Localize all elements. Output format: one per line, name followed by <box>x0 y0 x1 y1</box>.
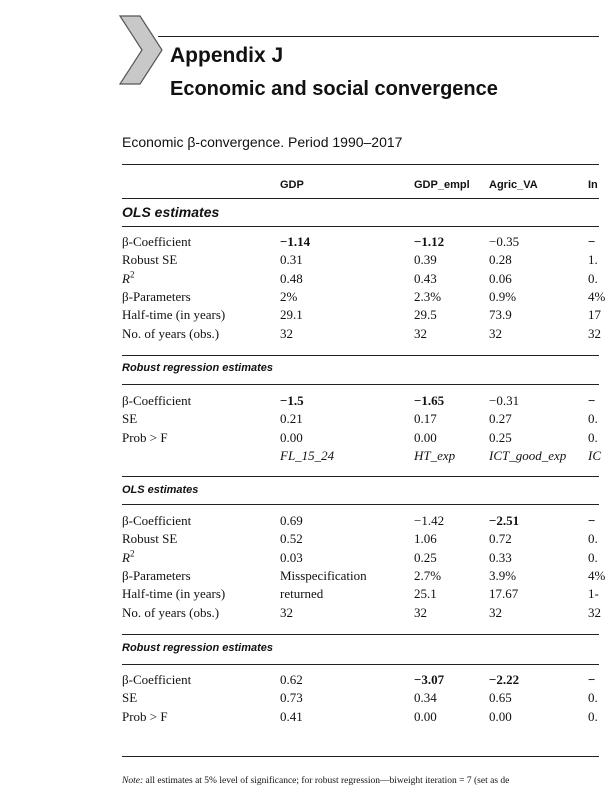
row-label-text: R <box>122 549 130 565</box>
table-cell: 0. <box>588 531 598 547</box>
table-cell: 0.43 <box>414 270 437 286</box>
row-label <box>122 586 225 602</box>
row-label-sup: 2 <box>129 269 135 280</box>
table-cell: 0.27 <box>489 411 512 427</box>
column-header-italic: ICT_good_exp <box>489 447 567 463</box>
section-rule <box>122 384 599 385</box>
appendix-label: Appendix J <box>170 44 284 67</box>
column-header-italic: FL_15_24 <box>280 447 335 463</box>
row-label <box>122 690 137 706</box>
table-cell: 0.25 <box>414 549 437 565</box>
row-label-text: Half-time (in years) <box>122 586 226 602</box>
row-label-text: Robust SE <box>122 252 178 268</box>
table-cell: 17 <box>588 307 601 323</box>
table-cell: −2.51 <box>489 513 520 528</box>
table-cell: 0.73 <box>280 690 303 706</box>
table-cell: 32 <box>588 325 601 341</box>
table-cell: 0. <box>588 690 598 706</box>
table-cell: 0.65 <box>489 690 512 706</box>
table-cell: 73.9 <box>489 307 512 323</box>
table-cell: 29.5 <box>414 307 437 323</box>
table-cell: 0.00 <box>414 429 437 445</box>
chevron-marker-icon <box>118 14 164 86</box>
table-cell: − <box>588 672 596 687</box>
section-title: Robust regression estimates <box>122 642 273 654</box>
row-label-text: β-Coefficient <box>122 393 192 408</box>
table-cell: 32 <box>489 325 502 341</box>
row-label-text: β-Coefficient <box>122 234 192 249</box>
row-label <box>122 568 191 584</box>
table-cell: 0.69 <box>280 513 303 528</box>
row-label <box>122 289 191 305</box>
row-label-text: Robust SE <box>122 531 178 547</box>
header-rule-bottom <box>122 198 599 199</box>
row-label-text: R <box>122 270 130 286</box>
row-label-text: SE <box>122 690 138 706</box>
table-cell: returned <box>280 586 324 602</box>
table-cell: 0.00 <box>489 708 512 724</box>
row-label-text: No. of years (obs.) <box>122 604 220 620</box>
table-cell: 0.33 <box>489 549 512 565</box>
table-cell: 0.00 <box>414 708 437 724</box>
row-label <box>122 326 219 342</box>
table-cell: 1- <box>588 586 599 602</box>
section-title: OLS estimates <box>122 204 220 220</box>
section-end-rule <box>122 355 599 356</box>
table-cell: 1. <box>588 252 598 268</box>
table-cell: 0.72 <box>489 531 512 547</box>
row-label <box>122 252 177 268</box>
section-rule <box>122 504 599 505</box>
row-label-text: β-Parameters <box>122 567 191 583</box>
table-cell: 32 <box>280 325 293 341</box>
row-label-text: β-Parameters <box>122 288 191 304</box>
row-label-text: Prob > F <box>122 708 168 724</box>
table-cell: 0.39 <box>414 252 437 268</box>
row-label <box>122 411 137 427</box>
table-cell: 0. <box>588 270 598 286</box>
row-label <box>122 672 191 688</box>
table-cell: 32 <box>489 604 502 620</box>
row-label-text: Prob > F <box>122 429 168 445</box>
row-label-text: β-Coefficient <box>122 513 192 528</box>
table-cell: 0.52 <box>280 531 303 547</box>
column-header-italic: HT_exp <box>414 447 456 463</box>
table-cell: 3.9% <box>489 567 517 583</box>
column-header: In <box>588 179 598 191</box>
table-cell: 32 <box>588 604 601 620</box>
table-cell: − <box>588 393 596 408</box>
column-header: Agric_VA <box>489 179 538 191</box>
table-cell: 1.06 <box>414 531 437 547</box>
table-cell: 0.9% <box>489 288 517 304</box>
row-label-text: Half-time (in years) <box>122 307 226 323</box>
note-text: all estimates at 5% level of significance; for robust regression—biweight iteration = 7 (set as de <box>143 776 510 786</box>
table-cell: −0.31 <box>489 393 520 408</box>
table-cell: 0.48 <box>280 270 303 286</box>
table-cell: − <box>588 234 596 249</box>
table-cell: −1.65 <box>414 393 445 408</box>
row-label <box>122 531 177 547</box>
table-cell: 0.25 <box>489 429 512 445</box>
row-label <box>122 605 219 621</box>
table-caption: Economic β-convergence. Period 1990–2017 <box>122 134 403 150</box>
section-title: Robust regression estimates <box>122 362 273 374</box>
row-label-text: No. of years (obs.) <box>122 325 220 341</box>
row-label <box>122 430 168 446</box>
table-cell: 0. <box>588 549 598 565</box>
column-header: GDP <box>280 179 304 191</box>
table-cell: 25.1 <box>414 586 437 602</box>
table-cell: 4% <box>588 567 605 583</box>
table-cell: 2.3% <box>414 288 442 304</box>
table-cell: −2.22 <box>489 672 520 687</box>
table-cell: 0. <box>588 429 598 445</box>
table-cell: 0.31 <box>280 252 303 268</box>
row-label <box>122 307 225 323</box>
row-label <box>122 550 134 566</box>
section-rule <box>122 226 599 227</box>
column-header-italic: IC <box>588 447 601 463</box>
table-cell: 0.17 <box>414 411 437 427</box>
table-cell: 0.28 <box>489 252 512 268</box>
table-note <box>122 776 509 786</box>
column-header: GDP_empl <box>414 179 470 191</box>
table-cell: 0.34 <box>414 690 437 706</box>
table-cell: −1.12 <box>414 234 445 249</box>
table-cell: −1.5 <box>280 393 304 408</box>
table-top-rule <box>122 164 599 165</box>
table-cell: 2.7% <box>414 567 442 583</box>
section-end-rule <box>122 634 599 635</box>
table-cell: −3.07 <box>414 672 445 687</box>
header-rule <box>158 36 599 37</box>
section-end-rule <box>122 756 599 757</box>
row-label-sup: 2 <box>129 548 135 559</box>
table-cell: 17.67 <box>489 586 519 602</box>
table-cell: −0.35 <box>489 234 520 249</box>
table-cell: 0.03 <box>280 549 303 565</box>
table-cell: 4% <box>588 288 605 304</box>
table-cell: 0.21 <box>280 411 303 427</box>
table-cell: 2% <box>280 288 298 304</box>
note-prefix: Note: <box>122 776 144 786</box>
row-label <box>122 709 168 725</box>
table-cell: 0. <box>588 411 598 427</box>
row-label-text: β-Coefficient <box>122 672 192 687</box>
table-cell: 32 <box>280 604 293 620</box>
table-cell: 0.06 <box>489 270 512 286</box>
table-cell: 32 <box>414 604 427 620</box>
row-label <box>122 234 191 250</box>
section-rule <box>122 664 599 665</box>
row-label <box>122 271 134 287</box>
table-cell: 0. <box>588 708 598 724</box>
table-cell: 0.62 <box>280 672 303 687</box>
table-cell: −1.42 <box>414 513 445 528</box>
table-cell: 0.41 <box>280 708 303 724</box>
table-cell: 32 <box>414 325 427 341</box>
table-cell: 0.00 <box>280 429 303 445</box>
section-end-rule <box>122 476 599 477</box>
row-label-text: SE <box>122 411 138 427</box>
section-title: OLS estimates <box>122 484 199 496</box>
appendix-title: Economic and social convergence <box>170 78 498 100</box>
row-label <box>122 513 191 529</box>
row-label <box>122 393 191 409</box>
table-cell: Misspecification <box>280 567 367 583</box>
table-cell: 29.1 <box>280 307 303 323</box>
table-cell: −1.14 <box>280 234 311 249</box>
table-cell: − <box>588 513 596 528</box>
